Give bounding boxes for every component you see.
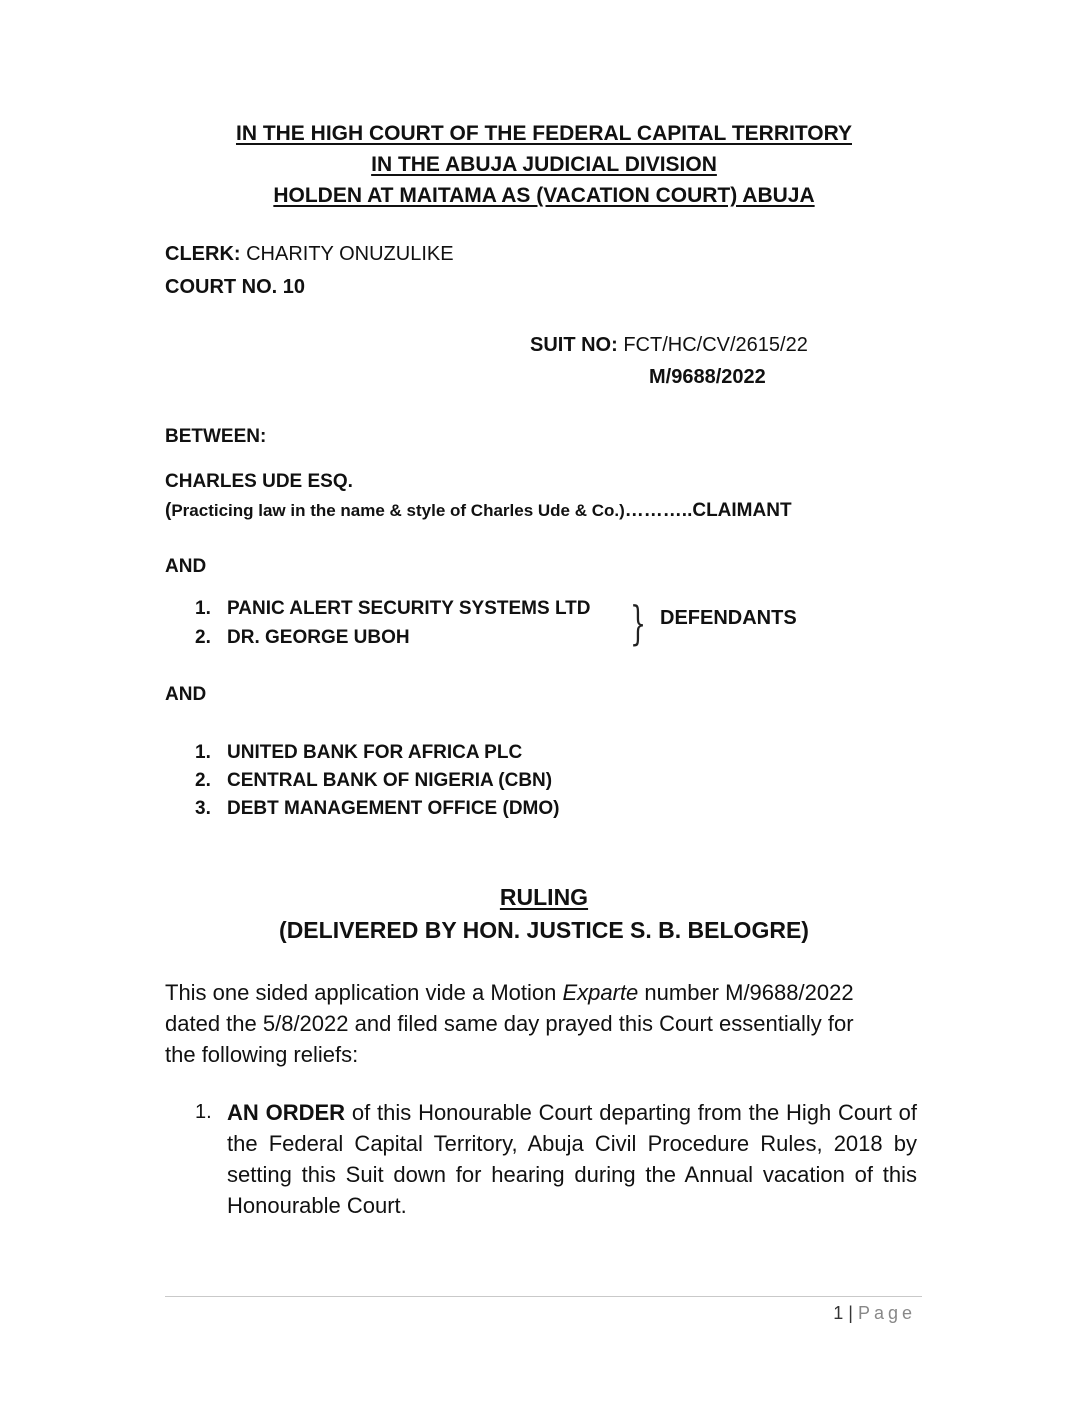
clerk-line <box>165 243 454 266</box>
footer-divider <box>165 1296 922 1297</box>
page-number: 1 <box>833 1303 844 1323</box>
party-num-1: 1. <box>195 742 211 763</box>
court-title-line-3: HOLDEN AT MAITAMA AS (VACATION COURT) ABUJA <box>273 184 815 207</box>
between-label: BETWEEN: <box>165 426 267 447</box>
claimant-role: .CLAIMANT <box>687 500 792 521</box>
claimant-dots: ………. <box>624 500 688 521</box>
and-label-1: AND <box>165 556 207 577</box>
claimant-name: CHARLES UDE ESQ. <box>165 471 353 492</box>
party-num-2: 2. <box>195 770 211 791</box>
defendant-num-2: 2. <box>195 627 211 648</box>
defendant-name-2: DR. GEORGE UBOH <box>227 627 410 648</box>
party-name-2: CENTRAL BANK OF NIGERIA (CBN) <box>227 770 553 791</box>
defendant-num-1: 1. <box>195 598 211 619</box>
relief-heading: AN ORDER <box>227 1100 346 1125</box>
ruling-subtitle: (DELIVERED BY HON. JUSTICE S. B. BELOGRE) <box>279 917 809 943</box>
defendants-role: DEFENDANTS <box>660 607 797 629</box>
intro-line-1 <box>165 977 917 1008</box>
court-number: COURT NO. 10 <box>165 276 306 298</box>
relief-paragraph <box>227 1097 917 1221</box>
ruling-title: RULING <box>499 884 589 910</box>
claimant-description: Practicing law in the name & style of Charles Ude & Co.) <box>171 501 625 520</box>
clerk-name: CHARITY ONUZULIKE <box>246 243 454 265</box>
intro-line-2: dated the 5/8/2022 and filed same day prayed this Court essentially for <box>165 1011 854 1036</box>
party-name-3: DEBT MANAGEMENT OFFICE (DMO) <box>227 798 560 819</box>
court-title-line-2: IN THE ABUJA JUDICIAL DIVISION <box>371 153 717 176</box>
defendant-name-1: PANIC ALERT SECURITY SYSTEMS LTD <box>227 598 591 619</box>
relief-number: 1. <box>195 1101 212 1123</box>
claimant-open-paren: ( <box>165 500 172 521</box>
party-name-1: UNITED BANK FOR AFRICA PLC <box>227 742 523 763</box>
suit-label: SUIT NO: <box>530 334 618 356</box>
page-label: Page <box>857 1303 916 1323</box>
clerk-label: CLERK: <box>165 243 241 265</box>
suit-number-line <box>530 334 808 357</box>
suit-number: FCT/HC/CV/2615/22 <box>623 334 808 356</box>
intro-text-1: This one sided application vide a Motion <box>165 980 563 1005</box>
court-title-line-1: IN THE HIGH COURT OF THE FEDERAL CAPITAL TERRITORY <box>235 122 852 145</box>
claimant-description-line <box>165 500 792 522</box>
intro-text-2: number M/9688/2022 <box>638 980 854 1005</box>
motion-number: M/9688/2022 <box>649 366 766 388</box>
intro-line-3: the following reliefs: <box>165 1042 359 1067</box>
and-label-2: AND <box>165 684 207 705</box>
right-curly-brace-icon: } <box>630 596 647 650</box>
relief-text: of this Honourable Court departing from the High Court of the Federal Capital Territory, Abuja Civil Procedure Rules, 2018 by setting this Suit down for hearing during the Annual vacation of this Honourable Court. <box>227 1100 917 1218</box>
page-footer <box>833 1303 916 1324</box>
page-separator: | <box>843 1303 858 1323</box>
party-num-3: 3. <box>195 798 211 819</box>
intro-italic: Exparte <box>562 980 639 1005</box>
